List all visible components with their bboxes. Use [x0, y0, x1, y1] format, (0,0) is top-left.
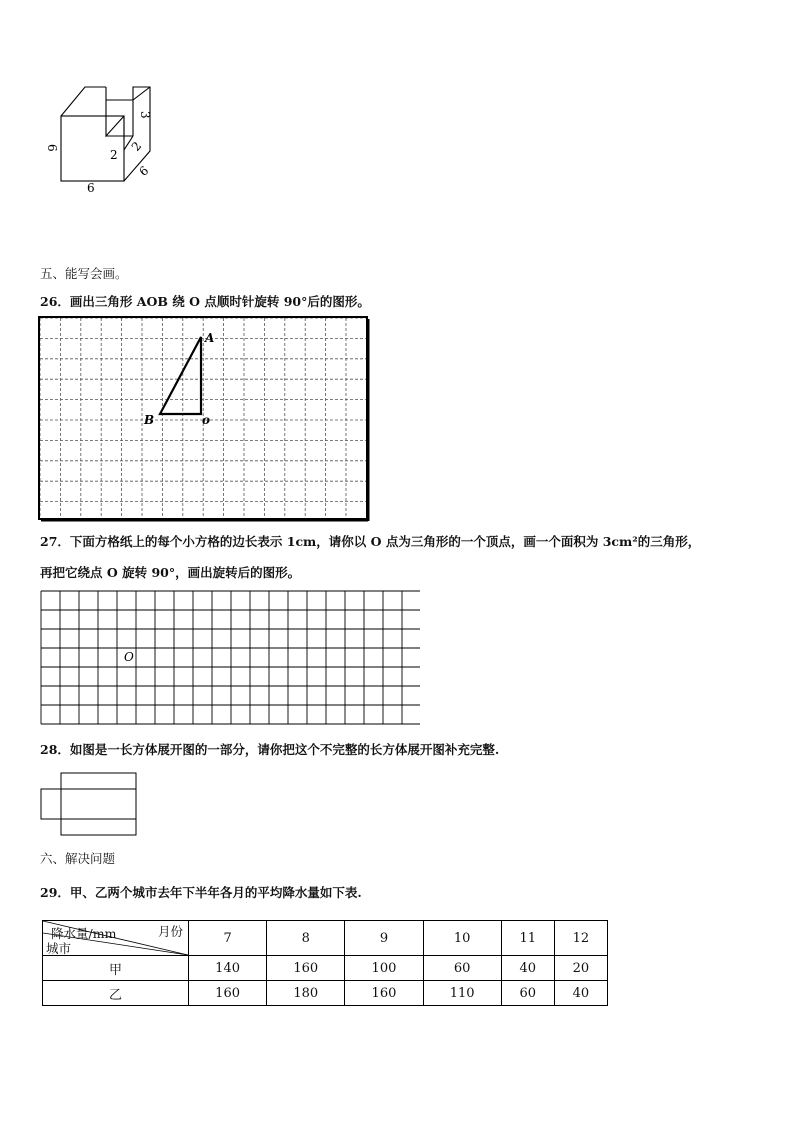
cube-label-notch-width: 2: [110, 148, 118, 162]
city-cell: 甲: [43, 956, 189, 981]
value-cell: 160: [345, 981, 423, 1006]
q26-grid: [38, 316, 370, 522]
month-cell: 10: [423, 921, 501, 956]
value-cell: 110: [423, 981, 501, 1006]
cube-label-notch-height: 3: [138, 111, 152, 119]
cube-label-depth: 6: [136, 163, 152, 179]
table-row: [43, 981, 608, 1006]
city-cell: 乙: [43, 981, 189, 1006]
point-o: O: [124, 650, 134, 664]
rainfall-table: [42, 920, 608, 1006]
q27-line2: 再把它绕点 O 旋转 90°，画出旋转后的图形。: [40, 565, 301, 580]
value-cell: 180: [267, 981, 345, 1006]
value-cell: 160: [189, 981, 267, 1006]
corner-city-label: 城市: [46, 941, 72, 956]
month-cell: 11: [501, 921, 554, 956]
corner-rainfall-label: 降水量/mm: [51, 926, 117, 941]
q27-grid: [40, 590, 422, 726]
value-cell: 140: [189, 956, 267, 981]
value-cell: 160: [267, 956, 345, 981]
value-cell: 40: [501, 956, 554, 981]
q26-text: 26．画出三角形 AOB 绕 O 点顺时针旋转 90°后的图形。: [40, 294, 370, 309]
month-cell: 7: [189, 921, 267, 956]
cube-label-width: 6: [87, 181, 95, 195]
month-cell: 9: [345, 921, 423, 956]
value-cell: 100: [345, 956, 423, 981]
q28-text: 28．如图是一长方体展开图的一部分，请你把这个不完整的长方体展开图补充完整.: [40, 742, 500, 757]
section6-title: 六、解决问题: [40, 851, 116, 866]
label-o: o: [202, 413, 211, 427]
q28-net-figure: [40, 772, 140, 838]
q27-line1: 27．下面方格纸上的每个小方格的边长表示 1cm，请你以 O 点为三角形的一个顶点，画一个面积为 3cm²的三角形，: [40, 534, 701, 549]
value-cell: 20: [554, 956, 607, 981]
cube-figure: [40, 80, 170, 195]
value-cell: 60: [501, 981, 554, 1006]
month-cell: 8: [267, 921, 345, 956]
q29-text: 29．甲、乙两个城市去年下半年各月的平均降水量如下表.: [40, 885, 362, 900]
section5-title: 五、能写会画。: [40, 266, 128, 281]
table-row: [43, 956, 608, 981]
label-b: B: [144, 413, 155, 427]
month-cell: 12: [554, 921, 607, 956]
table-header-row: [43, 921, 608, 956]
label-a: A: [205, 331, 215, 345]
value-cell: 40: [554, 981, 607, 1006]
table-corner-cell: [43, 921, 189, 956]
triangle-aob: [160, 337, 201, 414]
value-cell: 60: [423, 956, 501, 981]
cube-label-notch-depth: 2: [128, 138, 145, 154]
corner-month-label: 月份: [157, 924, 183, 939]
cube-label-height: 6: [45, 144, 59, 152]
